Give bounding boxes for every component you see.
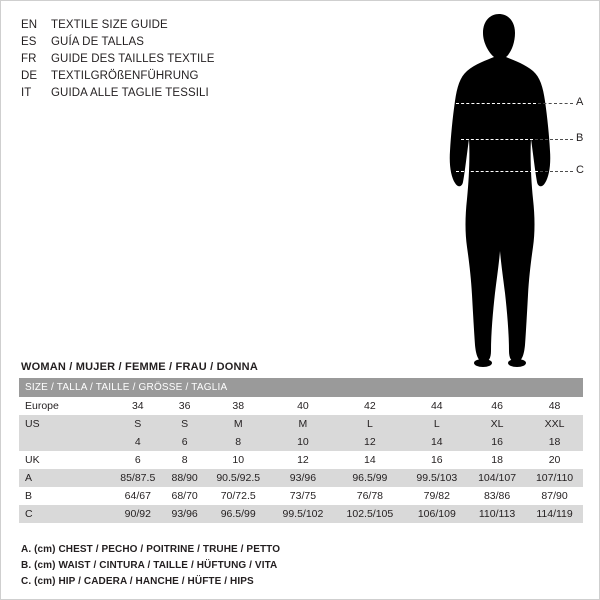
table-cell: 99.5/102	[272, 505, 334, 523]
table-cell: 14	[406, 433, 468, 451]
table-cell: 64/67	[124, 490, 151, 502]
table-cell: 44	[430, 400, 443, 412]
note-chest: A. (cm) CHEST / PECHO / POITRINE / TRUHE / PETTO	[21, 544, 281, 555]
table-row	[19, 433, 583, 451]
table-cell: L	[406, 415, 468, 433]
table-row	[19, 451, 583, 469]
table-cell: 18	[526, 433, 583, 451]
table-cell: 6	[165, 433, 205, 451]
language-code: ES	[21, 36, 37, 48]
table-row	[19, 469, 583, 487]
table-cell: 8	[205, 433, 272, 451]
table-cell: 16	[430, 454, 443, 466]
table-cell: 12	[334, 433, 405, 451]
table-cell: 106/109	[406, 505, 468, 523]
table-cell: 14	[364, 454, 376, 466]
table-cell: 96.5/99	[334, 469, 405, 487]
measurement-notes	[21, 542, 581, 590]
female-silhouette-figure	[421, 11, 591, 371]
table-cell: M	[272, 415, 334, 433]
note-hip: C. (cm) HIP / CADERA / HANCHE / HÜFTE / HIPS	[21, 576, 254, 587]
measure-label-b: B	[576, 132, 584, 144]
waist-measure-line-outside	[535, 139, 573, 140]
table-cell: 93/96	[272, 469, 334, 487]
table-cell: 88/90	[165, 469, 205, 487]
measure-label-a: A	[576, 96, 584, 108]
table-cell: 48	[548, 400, 561, 412]
table-cell: 96.5/99	[205, 505, 272, 523]
language-row	[21, 68, 351, 85]
table-cell: 68/70	[171, 490, 198, 502]
hip-measure-line-inside	[456, 171, 538, 172]
language-title: TEXTILE SIZE GUIDE	[51, 19, 168, 31]
table-cell: 20	[548, 454, 561, 466]
language-code: FR	[21, 53, 37, 65]
table-cell: 79/82	[423, 490, 450, 502]
table-header-label: SIZE / TALLA / TAILLE / GRÖSSE / TAGLIA	[19, 378, 583, 397]
table-cell: 85/87.5	[111, 469, 165, 487]
measure-label-c: C	[576, 164, 584, 176]
table-cell: 4	[111, 433, 165, 451]
language-code: IT	[21, 87, 32, 99]
table-cell: S	[165, 415, 205, 433]
hip-measure-line-outside	[540, 171, 573, 172]
table-cell: 12	[297, 454, 309, 466]
language-code: EN	[21, 19, 38, 31]
table-cell: S	[111, 415, 165, 433]
language-code: DE	[21, 70, 38, 82]
waist-measure-line-inside	[461, 139, 533, 140]
size-table-block	[19, 361, 583, 523]
language-row	[21, 34, 351, 51]
table-cell: 34	[131, 400, 144, 412]
table-cell: 18	[491, 454, 503, 466]
table-cell: L	[334, 415, 405, 433]
table-row	[19, 415, 583, 433]
table-cell: 93/96	[165, 505, 205, 523]
table-cell: 73/75	[289, 490, 317, 502]
table-cell: 83/86	[483, 490, 511, 502]
row-label: A	[19, 469, 111, 487]
table-cell: M	[205, 415, 272, 433]
table-cell: 87/90	[541, 490, 568, 502]
table-cell: 99.5/103	[406, 469, 468, 487]
table-cell: 42	[364, 400, 376, 412]
silhouette-icon	[421, 11, 591, 371]
table-cell: 10	[232, 454, 245, 466]
language-row	[21, 85, 351, 102]
row-label: Europe	[25, 400, 59, 412]
table-cell: 38	[232, 400, 245, 412]
table-row	[19, 487, 583, 505]
row-label	[19, 433, 111, 451]
table-cell: 90.5/92.5	[205, 469, 272, 487]
chest-measure-line-inside	[456, 103, 536, 104]
table-cell: 16	[468, 433, 526, 451]
language-title: GUÍA DE TALLAS	[51, 36, 145, 48]
language-title: GUIDA ALLE TAGLIE TESSILI	[51, 87, 209, 99]
table-cell: 110/113	[468, 505, 526, 523]
language-title: GUIDE DES TAILLES TEXTILE	[51, 53, 215, 65]
table-cell: XL	[468, 415, 526, 433]
row-label: US	[19, 415, 111, 433]
table-cell: 107/110	[526, 469, 583, 487]
row-label: B	[25, 490, 33, 502]
table-header-row	[19, 378, 583, 397]
table-cell: 102.5/105	[334, 505, 405, 523]
table-row	[19, 505, 583, 523]
table-cell: XXL	[526, 415, 583, 433]
table-cell: 46	[491, 400, 503, 412]
language-row	[21, 51, 351, 68]
table-cell: 40	[297, 400, 309, 412]
table-cell: 36	[178, 400, 191, 412]
table-row	[19, 397, 583, 415]
row-label: C	[19, 505, 111, 523]
table-cell: 104/107	[468, 469, 526, 487]
table-cell: 70/72.5	[220, 490, 256, 502]
table-cell: 76/78	[356, 490, 384, 502]
table-cell: 10	[272, 433, 334, 451]
table-caption: WOMAN / MUJER / FEMME / FRAU / DONNA	[21, 361, 258, 373]
table-cell: 8	[181, 454, 188, 466]
size-table	[19, 378, 583, 523]
note-waist: B. (cm) WAIST / CINTURA / TAILLE / HÜFTUNG / VITA	[21, 560, 278, 571]
language-row	[21, 17, 351, 34]
table-cell: 6	[134, 454, 141, 466]
language-list	[21, 17, 351, 102]
language-title: TEXTILGRÖßENFÜHRUNG	[51, 70, 199, 82]
table-cell: 90/92	[111, 505, 165, 523]
table-cell: 114/119	[526, 505, 583, 523]
chest-measure-line-outside	[538, 103, 573, 104]
row-label: UK	[25, 454, 40, 466]
